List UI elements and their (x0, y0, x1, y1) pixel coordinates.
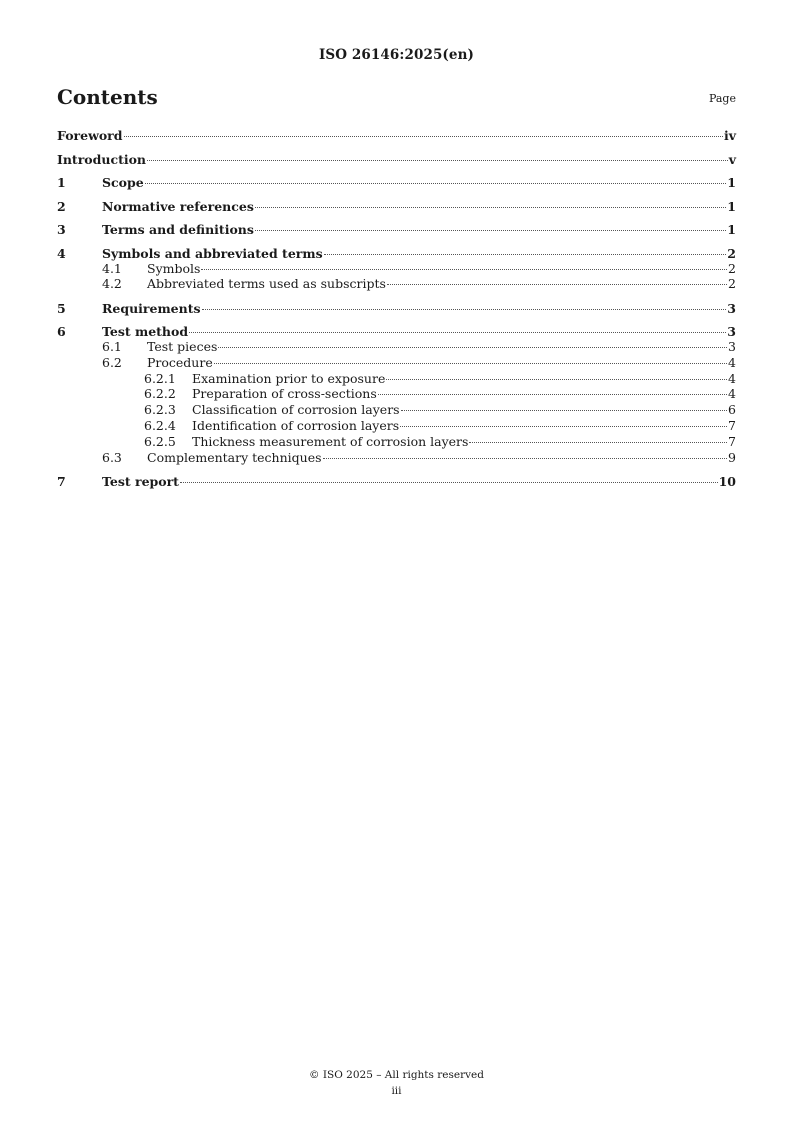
toc-entry-number: 6.3 (102, 449, 122, 465)
toc-entry-title[interactable]: Test report (102, 473, 179, 489)
toc-entry-number: 6.2.5 (144, 433, 176, 449)
page-footer (0, 1067, 793, 1099)
toc-entry[interactable] (57, 276, 736, 292)
toc-entry-page[interactable]: 9 (728, 449, 736, 465)
toc-entry[interactable] (57, 152, 736, 167)
toc-dot-leader (124, 136, 723, 137)
toc-entry-page[interactable]: iv (723, 128, 736, 143)
toc-entry-number: 6.2.2 (144, 386, 176, 402)
toc-entry-title[interactable]: Examination prior to exposure (192, 370, 386, 386)
toc-entry[interactable] (57, 261, 736, 277)
toc-entry-title[interactable]: Foreword (57, 128, 123, 143)
toc-dot-leader (378, 394, 727, 395)
toc-entry-number: 2 (57, 198, 66, 214)
toc-entry-number: 4.1 (102, 260, 122, 276)
toc-entry[interactable] (57, 324, 736, 339)
toc-entry-page[interactable]: 3 (727, 300, 736, 316)
toc-entry-number: 4.2 (102, 276, 122, 292)
toc-entry-page[interactable]: 2 (727, 245, 736, 261)
toc-dot-leader (214, 363, 727, 364)
toc-entry-title[interactable]: Symbols (147, 260, 201, 276)
toc-entry-title[interactable]: Requirements (102, 300, 201, 316)
toc-entry[interactable] (57, 128, 736, 143)
toc-entry-title[interactable]: Procedure (147, 354, 213, 370)
toc-dot-leader (255, 207, 726, 208)
toc-entry[interactable] (57, 386, 736, 402)
toc-entry[interactable] (57, 418, 736, 434)
toc-entry-title[interactable]: Thickness measurement of corrosion layers (192, 433, 469, 449)
toc-entry-page[interactable]: 2 (728, 260, 736, 276)
toc-entry-number: 6.1 (102, 339, 122, 355)
toc-entry-page[interactable]: 3 (727, 324, 736, 340)
toc-dot-leader (218, 347, 727, 348)
toc-entry-page[interactable]: v (728, 151, 736, 167)
toc-entry[interactable] (57, 474, 736, 489)
toc-dot-leader (401, 410, 727, 411)
toc-entry-page[interactable]: 7 (728, 418, 736, 434)
toc-entry-title[interactable]: Identification of corrosion layers (192, 418, 400, 434)
toc-entry-number: 4 (57, 245, 66, 261)
page-column-label: Page (708, 92, 736, 105)
toc-dot-leader (469, 442, 727, 443)
toc-entry-page[interactable]: 1 (727, 175, 736, 190)
toc-entry[interactable] (57, 355, 736, 371)
toc-entry[interactable] (57, 199, 736, 214)
toc-entry-title[interactable]: Normative references (102, 198, 254, 214)
toc-entry-page[interactable]: 1 (727, 198, 736, 214)
toc-dot-leader (255, 230, 726, 231)
document-id-header: ISO 26146:2025(en) (318, 47, 475, 63)
toc-entry-number: 6 (57, 324, 66, 340)
toc-entry-title[interactable]: Classification of corrosion layers (192, 402, 400, 418)
toc-entry[interactable] (57, 450, 736, 466)
toc-entry-page[interactable]: 6 (728, 402, 736, 418)
toc-dot-leader (180, 482, 718, 483)
toc-dot-leader (147, 160, 728, 161)
toc-entry-title[interactable]: Complementary techniques (147, 449, 322, 465)
toc-entry[interactable] (57, 246, 736, 261)
toc-entry-number: 1 (57, 175, 66, 190)
toc-entry-title[interactable]: Abbreviated terms used as subscripts (147, 276, 386, 292)
copyright-notice: © ISO 2025 – All rights reserved (309, 1069, 484, 1081)
toc-entry-page[interactable]: 2 (728, 276, 736, 292)
toc-entry[interactable] (57, 339, 736, 355)
toc-dot-leader (400, 426, 727, 427)
toc-entry-title[interactable]: Preparation of cross-sections (192, 386, 377, 402)
toc-entry-number: 3 (57, 222, 66, 237)
toc-entry-title[interactable]: Introduction (57, 151, 147, 167)
toc-entry-title[interactable]: Test method (102, 324, 189, 340)
toc-entry-page[interactable]: 4 (728, 370, 736, 386)
toc-entry-page[interactable]: 4 (728, 354, 736, 370)
table-of-contents (57, 128, 736, 489)
toc-entry-page[interactable]: 10 (718, 473, 736, 489)
toc-entry-title[interactable]: Symbols and abbreviated terms (102, 245, 323, 261)
toc-entry[interactable] (57, 222, 736, 237)
page-number: iii (391, 1085, 402, 1097)
toc-entry[interactable] (57, 371, 736, 387)
toc-entry-number: 6.2.3 (144, 402, 176, 418)
toc-dot-leader (387, 284, 727, 285)
toc-entry-number: 6.2.4 (144, 418, 176, 434)
toc-dot-leader (202, 309, 727, 310)
toc-entry-number: 5 (57, 300, 66, 316)
toc-dot-leader (189, 332, 726, 333)
toc-entry[interactable] (57, 301, 736, 316)
toc-entry[interactable] (57, 434, 736, 450)
toc-entry-title[interactable]: Terms and definitions (102, 222, 254, 237)
toc-entry-number: 7 (57, 473, 66, 489)
toc-dot-leader (323, 458, 728, 459)
toc-entry-page[interactable]: 7 (728, 433, 736, 449)
toc-entry-number: 6.2.1 (144, 370, 176, 386)
toc-entry-title[interactable]: Test pieces (147, 339, 218, 355)
toc-dot-leader (145, 183, 727, 184)
toc-dot-leader (324, 254, 727, 255)
toc-entry[interactable] (57, 402, 736, 418)
toc-dot-leader (386, 379, 727, 380)
toc-entry-title[interactable]: Scope (102, 175, 144, 190)
toc-dot-leader (201, 269, 727, 270)
toc-entry-page[interactable]: 3 (728, 339, 736, 355)
toc-entry[interactable] (57, 175, 736, 190)
toc-entry-page[interactable]: 1 (727, 222, 736, 237)
toc-entry-page[interactable]: 4 (728, 386, 736, 402)
contents-title: Contents (57, 85, 158, 109)
toc-entry-number: 6.2 (102, 354, 122, 370)
